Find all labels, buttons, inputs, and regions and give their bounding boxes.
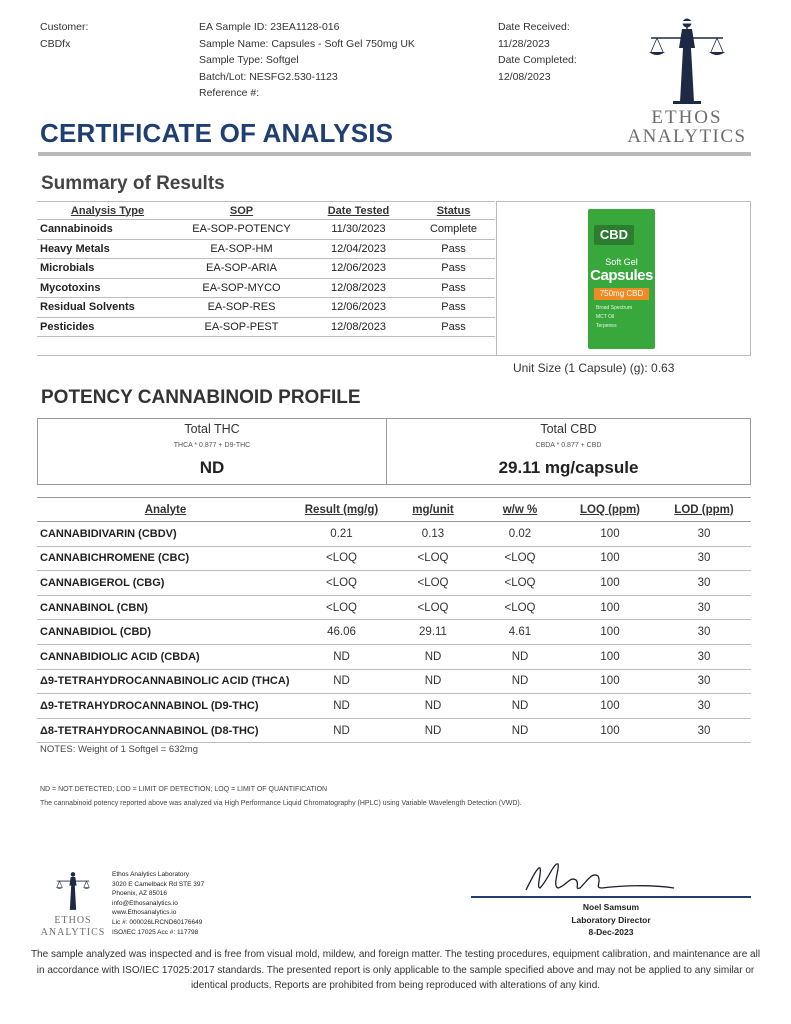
table-cell: Pass xyxy=(412,239,495,259)
table-cell: 100 xyxy=(563,571,657,596)
table-cell: <LOQ xyxy=(389,546,477,571)
table-cell: 11/30/2023 xyxy=(305,220,412,240)
customer-label: Customer: xyxy=(40,21,89,33)
table-row xyxy=(37,694,751,719)
table-row xyxy=(37,522,751,547)
analyte-name: CANNABIDIOLIC ACID (CBDA) xyxy=(37,644,294,669)
table-cell: Complete xyxy=(412,220,495,240)
table-cell: 30 xyxy=(657,644,751,669)
sign-date: 8-Dec-2023 xyxy=(588,927,634,937)
date-completed: 12/08/2023 xyxy=(498,70,551,83)
lab-address-line: www.Ethosanalytics.io xyxy=(112,909,177,917)
totals-box xyxy=(37,418,751,485)
date-completed-label: Date Completed: xyxy=(498,54,577,66)
analyte-name: CANNABIDIVARIN (CBDV) xyxy=(37,522,294,547)
table-cell: 100 xyxy=(563,644,657,669)
product-photo xyxy=(588,209,655,349)
method-note: The cannabinoid potency reported above was analyzed via High Performance Liquid Chromatography (HPLC) using Variable Wavelength Detection (VWD). xyxy=(40,800,522,807)
table-cell: 30 xyxy=(657,669,751,694)
abbreviation-legend: ND = NOT DETECTED; LOD = LIMIT OF DETECTION; LOQ = LIMIT OF QUANTIFICATION xyxy=(40,786,328,793)
table-row xyxy=(37,259,495,279)
table-row xyxy=(37,571,751,596)
sample-type: Sample Type: Softgel xyxy=(199,54,299,66)
customer-name: CBDfx xyxy=(40,37,71,50)
table-cell: ND xyxy=(294,644,389,669)
table-cell: 4.61 xyxy=(477,620,563,645)
sample-name: Sample Name: Capsules - Soft Gel 750mg UK xyxy=(199,37,415,50)
table-cell: Cannabinoids xyxy=(37,220,178,240)
table-row xyxy=(37,278,495,298)
footer-logo-word-analytics: ANALYTICS xyxy=(40,927,106,938)
batch-lot: Batch/Lot: NESFG2.530-1123 xyxy=(199,70,338,83)
potency-col-header: LOD (ppm) xyxy=(674,503,734,516)
total-thc-value: ND xyxy=(199,458,225,477)
table-cell: 30 xyxy=(657,522,751,547)
table-cell: EA-SOP-POTENCY xyxy=(178,220,305,240)
summary-col-header: Status xyxy=(436,204,471,217)
disclaimer: The sample analyzed was inspected and is free from visual mold, mildew, and foreign matter. The testing procedures, equipment calibration, and maintenance are all in accordance with ISO/IEC 17025:2017 standards. The presented report is only applicable to the sample specified above and may not be applied to any similar or identical products. Reports are prohibited from being reproduced with alterations of any kind. xyxy=(30,949,761,991)
date-received: 11/28/2023 xyxy=(498,37,550,50)
lady-justice-icon xyxy=(647,14,727,106)
total-cbd-cell xyxy=(387,419,750,484)
table-cell: 12/06/2023 xyxy=(305,298,412,318)
table-row xyxy=(37,595,751,620)
product-bullet: MCT Oil xyxy=(596,314,615,320)
table-cell: ND xyxy=(389,644,477,669)
table-cell: ND xyxy=(389,718,477,743)
lab-address xyxy=(112,870,204,937)
table-cell: 30 xyxy=(657,571,751,596)
table-cell: 30 xyxy=(657,546,751,571)
table-row xyxy=(37,220,495,240)
potency-col-header: Result (mg/g) xyxy=(304,503,379,516)
table-cell: Pass xyxy=(412,278,495,298)
signer-name: Noel Samsum xyxy=(582,902,640,912)
table-cell: 100 xyxy=(563,718,657,743)
lab-address-line: 3020 E Camelback Rd STE 397 xyxy=(112,880,205,888)
table-cell: 100 xyxy=(563,694,657,719)
product-bullet: Broad Spectrum xyxy=(596,305,633,311)
table-cell: Pass xyxy=(412,259,495,279)
summary-col-header: Analysis Type xyxy=(70,204,145,217)
table-cell: ND xyxy=(477,718,563,743)
table-row xyxy=(37,669,751,694)
table-cell: Mycotoxins xyxy=(37,278,178,298)
analyte-name: CANNABINOL (CBN) xyxy=(37,595,294,620)
analyte-name: CANNABIDIOL (CBD) xyxy=(37,620,294,645)
table-cell: 12/06/2023 xyxy=(305,259,412,279)
footer-logo-word-ethos: ETHOS xyxy=(54,915,92,926)
product-dose: 750mg CBD xyxy=(594,288,649,300)
potency-col-header: Analyte xyxy=(144,503,187,516)
analyte-name: Δ9-TETRAHYDROCANNABINOL (D9-THC) xyxy=(37,694,294,719)
table-cell: 29.11 xyxy=(389,620,477,645)
potency-header-row xyxy=(37,498,751,522)
table-cell: 0.02 xyxy=(477,522,563,547)
table-cell: 100 xyxy=(563,620,657,645)
potency-body xyxy=(37,522,751,743)
analyte-name: CANNABIGEROL (CBG) xyxy=(37,571,294,596)
reference: Reference #: xyxy=(199,87,260,99)
footer-logo xyxy=(38,868,108,940)
table-cell: ND xyxy=(477,694,563,719)
analyte-name: CANNABICHROMENE (CBC) xyxy=(37,546,294,571)
table-cell: <LOQ xyxy=(294,546,389,571)
potency-col-header: LOQ (ppm) xyxy=(579,503,641,516)
table-row xyxy=(37,298,495,318)
notes: NOTES: Weight of 1 Softgel = 632mg xyxy=(40,744,198,755)
date-received-label: Date Received: xyxy=(498,21,570,33)
total-cbd-formula: CBDA * 0.877 + CBD xyxy=(535,442,602,449)
table-cell: 100 xyxy=(563,595,657,620)
table-cell: 0.21 xyxy=(294,522,389,547)
dates-block xyxy=(498,19,577,85)
potency-col-header: mg/unit xyxy=(412,503,454,516)
table-cell: ND xyxy=(389,694,477,719)
table-row xyxy=(37,620,751,645)
product-bullet: Terpenes xyxy=(596,323,617,329)
summary-table xyxy=(37,201,495,337)
certificate-title: CERTIFICATE OF ANALYSIS xyxy=(40,118,394,148)
table-cell: ND xyxy=(389,669,477,694)
analyte-name: Δ8-TETRAHYDROCANNABINOL (D8-THC) xyxy=(37,718,294,743)
table-cell: EA-SOP-HM xyxy=(178,239,305,259)
title-divider xyxy=(38,152,751,156)
table-cell: ND xyxy=(477,644,563,669)
unit-size: Unit Size (1 Capsule) (g): 0.63 xyxy=(513,361,675,375)
table-cell: 100 xyxy=(563,522,657,547)
table-cell: 12/08/2023 xyxy=(305,317,412,337)
table-cell: 12/04/2023 xyxy=(305,239,412,259)
signature-line xyxy=(471,896,751,898)
total-cbd-value: 29.11 mg/capsule xyxy=(498,458,639,477)
table-cell: <LOQ xyxy=(294,571,389,596)
table-cell: EA-SOP-ARIA xyxy=(178,259,305,279)
potency-title: POTENCY CANNABINOID PROFILE xyxy=(41,387,361,408)
table-row xyxy=(37,718,751,743)
logo-word-ethos: ETHOS xyxy=(651,107,723,128)
signer-block xyxy=(471,901,751,939)
table-cell: <LOQ xyxy=(389,571,477,596)
total-thc-cell xyxy=(38,419,387,484)
table-cell: <LOQ xyxy=(477,546,563,571)
table-cell: <LOQ xyxy=(477,571,563,596)
table-cell: 30 xyxy=(657,694,751,719)
table-cell: EA-SOP-PEST xyxy=(178,317,305,337)
sample-id: EA Sample ID: 23EA1128-016 xyxy=(199,21,340,33)
table-cell: Microbials xyxy=(37,259,178,279)
summary-bottom-rule xyxy=(37,355,496,356)
table-cell: ND xyxy=(294,718,389,743)
table-cell: <LOQ xyxy=(294,595,389,620)
lady-justice-icon xyxy=(55,868,91,914)
lab-address-line: info@Ethosanalytics.io xyxy=(112,899,178,907)
table-cell: ND xyxy=(294,669,389,694)
table-cell: <LOQ xyxy=(477,595,563,620)
table-cell: Residual Solvents xyxy=(37,298,178,318)
table-row xyxy=(37,317,495,337)
table-row xyxy=(37,546,751,571)
table-cell: 12/08/2023 xyxy=(305,278,412,298)
ethos-logo xyxy=(622,14,752,149)
product-photo-frame xyxy=(496,201,751,356)
table-cell: Pass xyxy=(412,317,495,337)
summary-header-row xyxy=(37,202,495,220)
table-cell: 30 xyxy=(657,595,751,620)
table-cell: 100 xyxy=(563,669,657,694)
summary-col-header: Date Tested xyxy=(327,204,390,217)
analyte-name: Δ9-TETRAHYDROCANNABINOLIC ACID (THCA) xyxy=(37,669,294,694)
table-cell: 100 xyxy=(563,546,657,571)
table-row xyxy=(37,644,751,669)
table-cell: 30 xyxy=(657,718,751,743)
table-cell: 0.13 xyxy=(389,522,477,547)
logo-word-analytics: ANALYTICS xyxy=(627,126,747,147)
total-thc-label: Total THC xyxy=(184,422,240,436)
potency-col-header: w/w % xyxy=(502,503,538,516)
total-cbd-label: Total CBD xyxy=(540,422,597,436)
potency-table xyxy=(37,497,751,743)
product-line1: Soft Gel xyxy=(605,257,638,267)
total-thc-formula: THCA * 0.877 + D9-THC xyxy=(173,442,251,449)
table-row xyxy=(37,239,495,259)
table-cell: 30 xyxy=(657,620,751,645)
customer-block xyxy=(40,19,88,52)
signature-image xyxy=(518,858,678,898)
lab-address-line: Ethos Analytics Laboratory xyxy=(112,871,189,878)
lab-address-line: ISO/IEC 17025 Acc #: 117798 xyxy=(112,928,199,936)
summary-col-header: SOP xyxy=(229,204,254,217)
summary-title: Summary of Results xyxy=(41,173,225,194)
table-cell: Pesticides xyxy=(37,317,178,337)
table-cell: 46.06 xyxy=(294,620,389,645)
table-cell: ND xyxy=(294,694,389,719)
lab-address-line: Lic #: 000026LRCND60176649 xyxy=(112,918,203,926)
table-cell: EA-SOP-MYCO xyxy=(178,278,305,298)
table-cell: Pass xyxy=(412,298,495,318)
table-cell: EA-SOP-RES xyxy=(178,298,305,318)
table-cell: Heavy Metals xyxy=(37,239,178,259)
signer-title: Laboratory Director xyxy=(571,914,651,925)
product-line2: Capsules xyxy=(590,267,653,284)
table-cell: <LOQ xyxy=(389,595,477,620)
sample-info-block xyxy=(199,19,415,102)
product-brand: CBD xyxy=(594,225,634,245)
table-cell: ND xyxy=(477,669,563,694)
summary-body xyxy=(37,220,495,337)
lab-address-line: Phoenix, AZ 85016 xyxy=(112,890,167,898)
